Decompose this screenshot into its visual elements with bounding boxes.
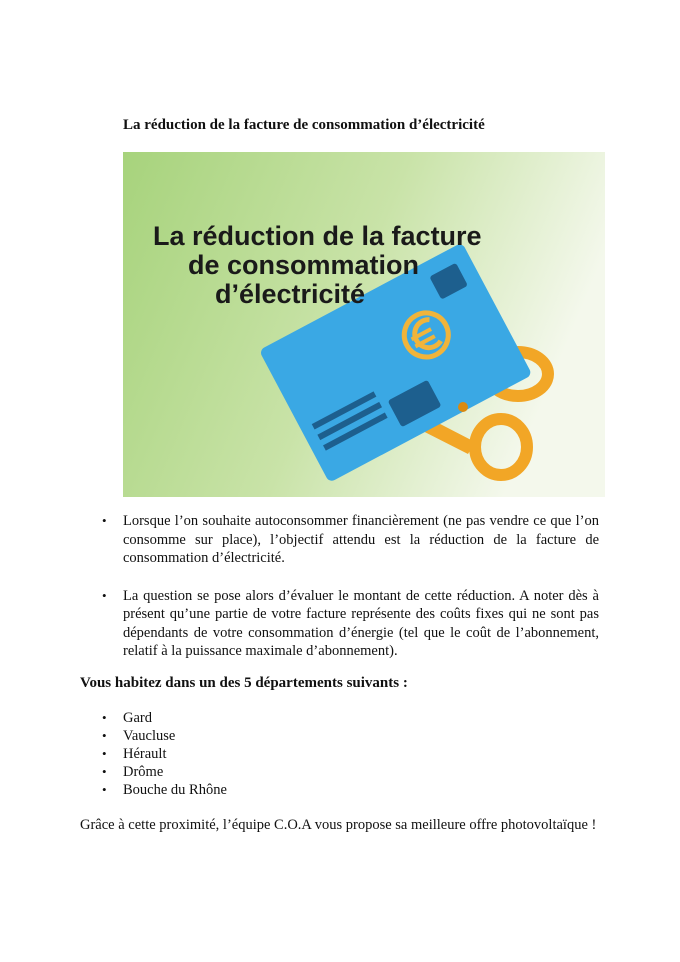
document-title: La réduction de la facture de consommation d’électricité — [123, 117, 485, 133]
closing-paragraph: Grâce à cette proximité, l’équipe C.O.A vous propose sa meilleure offre photovoltaïque ! — [80, 817, 597, 833]
departments-heading: Vous habitez dans un des 5 départements suivants : — [80, 675, 408, 691]
list-item: • La question se pose alors d’évaluer le montant de cette réduction. A noter dès à présent qu’une partie de votre facture représente des coûts fixes qui ne sont pas dépendants de votre consommation d’énergie (tel que le coût de l’abonnement, relatif à la puissance maximale d’abonnement). — [123, 587, 599, 661]
list-item: • Gard — [123, 709, 227, 727]
list-item: • Vaucluse — [123, 727, 227, 745]
illustration-line-1: La réduction de la facture — [153, 221, 482, 251]
departments-list — [123, 709, 227, 799]
info-bullet-list — [123, 512, 599, 680]
list-item: • Drôme — [123, 763, 227, 781]
list-item: • Hérault — [123, 745, 227, 763]
illustration-line-3: d’électricité — [215, 279, 366, 309]
list-item: • Lorsque l’on souhaite autoconsommer financièrement (ne pas vendre ce que l’on consomme sur place), l’objectif attendu est la réduction de la facture de consommation d’électricité. — [123, 512, 599, 568]
list-item: • Bouche du Rhône — [123, 781, 227, 799]
bill-reduction-illustration — [123, 152, 605, 497]
illustration-line-2: de consommation — [188, 250, 420, 280]
